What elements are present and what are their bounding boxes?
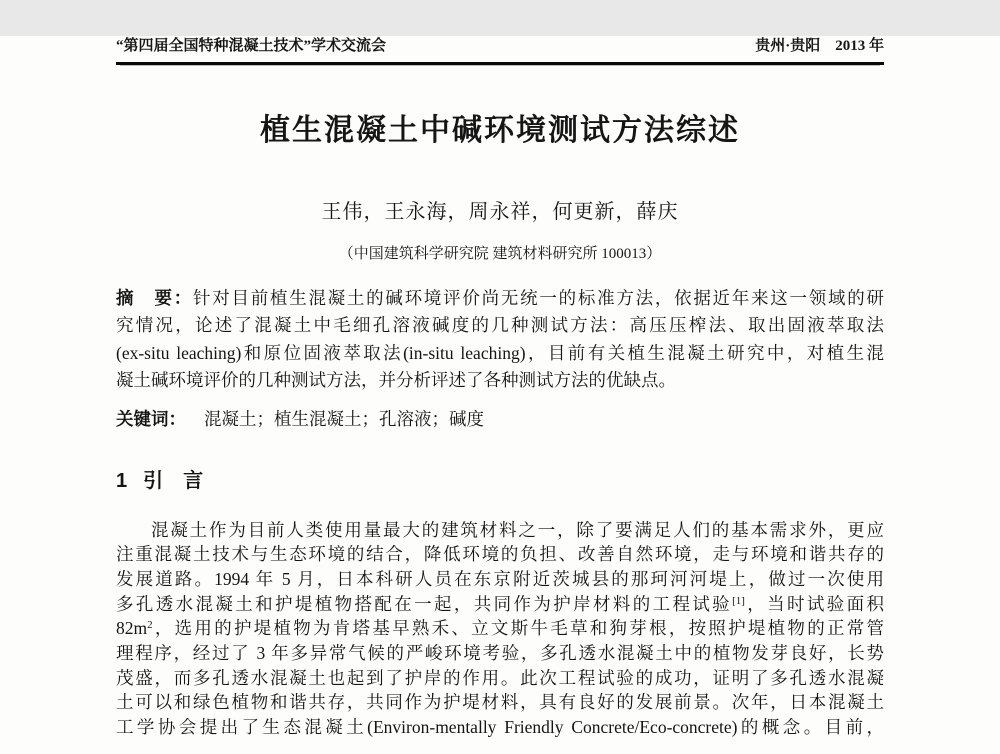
body-text-segment: 混凝土作为目前人类使用量最大的建筑材料之一，除了要满足人们的基本需求外，更应 <box>151 519 884 540</box>
keywords-label: 关键词： <box>116 408 186 429</box>
body-text-segment: 理程序，经过了 3 年多异常气候的严峻环境考验，多孔透水混凝土中的植物发芽良好，长势 <box>116 643 884 663</box>
content-column <box>116 36 884 740</box>
section-title: 引 言 <box>143 469 204 492</box>
abstract-text: 究情况，论述了混凝土中毛细孔溶液碱度的几种测试方法：高压压榨法、取出固液萃取法 <box>116 315 884 336</box>
running-head-conference: “第四届全国特种混凝土技术”学术交流会 <box>116 38 387 54</box>
body-line <box>116 641 884 666</box>
abstract-line <box>116 285 884 312</box>
body-line <box>116 592 884 617</box>
body-line <box>116 542 884 567</box>
affiliation-line: （中国建筑科学研究院 建筑材料研究所 100013） <box>338 246 662 262</box>
body-line <box>116 616 884 641</box>
abstract-line <box>116 340 884 367</box>
section-number: 1 <box>116 469 128 492</box>
abstract-label: 摘 要： <box>116 288 193 308</box>
body-text-segment: 茂盛，而多孔透水混凝土也起到了护岸的作用。此次工程试验的成功，证明了多孔透水混凝 <box>116 667 884 688</box>
abstract-text: 针对目前植生混凝土的碱环境评价尚无统一的标准方法，依据近年来这一领域的研 <box>192 288 885 308</box>
abstract-block <box>116 285 884 395</box>
body-text-segment: 发展道路。1994 年 5 月，日本科研人员在东京附近茨城县的那珂河河堤上，做过一次使用 <box>116 568 884 589</box>
body-line <box>116 666 884 691</box>
body-text-segment: 注重混凝土技术与生态环境的结合，降低环境的负担、改善自然环境，走与环境和谐共存的 <box>116 544 884 565</box>
body-line <box>116 715 884 740</box>
keywords-text: 混凝土；植生混凝土；孔溶液；碱度 <box>204 408 484 429</box>
introduction-paragraph <box>116 518 884 740</box>
abstract-line <box>116 367 884 394</box>
authors-line: 王伟，王永海，周永祥，何更新，薛庆 <box>321 201 679 223</box>
running-head-venue-year: 贵州·贵阳 2013 年 <box>755 38 884 54</box>
body-text-segment: 多孔透水混凝土和护堤植物搭配在一起，共同作为护岸材料的工程试验 <box>116 593 733 614</box>
body-text-segment: ，选用的护堤植物为肯塔基早熟禾、立文斯牛毛草和狗芽根，按照护堤植物的正常管 <box>152 618 884 639</box>
running-head <box>116 36 884 65</box>
body-text-segment: 土可以和绿色植物和谐共存，共同作为护堤材料，具有良好的发展前景。次年，日本混凝土 <box>116 692 884 713</box>
body-line <box>116 518 884 543</box>
exponent-superscript: 2 <box>147 619 153 632</box>
citation-superscript: [1] <box>732 594 745 607</box>
body-text-segment: ，当时试验面积 <box>744 593 885 614</box>
section-heading-introduction <box>116 468 884 494</box>
body-line <box>116 690 884 715</box>
body-text-segment: 82m <box>116 618 148 639</box>
paper-title: 植生混凝土中碱环境测试方法综述 <box>260 114 740 147</box>
abstract-text: (ex-situ leaching)和原位固液萃取法(in-situ leaching)，目前有关植生混凝土研究中，对植生混 <box>116 342 884 363</box>
body-line <box>116 567 884 592</box>
paper-page <box>0 36 1000 754</box>
keywords-line <box>116 407 884 431</box>
abstract-text: 凝土碱环境评价的几种测试方法，并分析评述了各种测试方法的优缺点。 <box>116 370 676 391</box>
body-text-segment: 工学协会提出了生态混凝土(Environ-mentally Friendly Concrete/Eco-concrete)的概念。目前， <box>116 717 884 738</box>
abstract-line <box>116 312 884 339</box>
